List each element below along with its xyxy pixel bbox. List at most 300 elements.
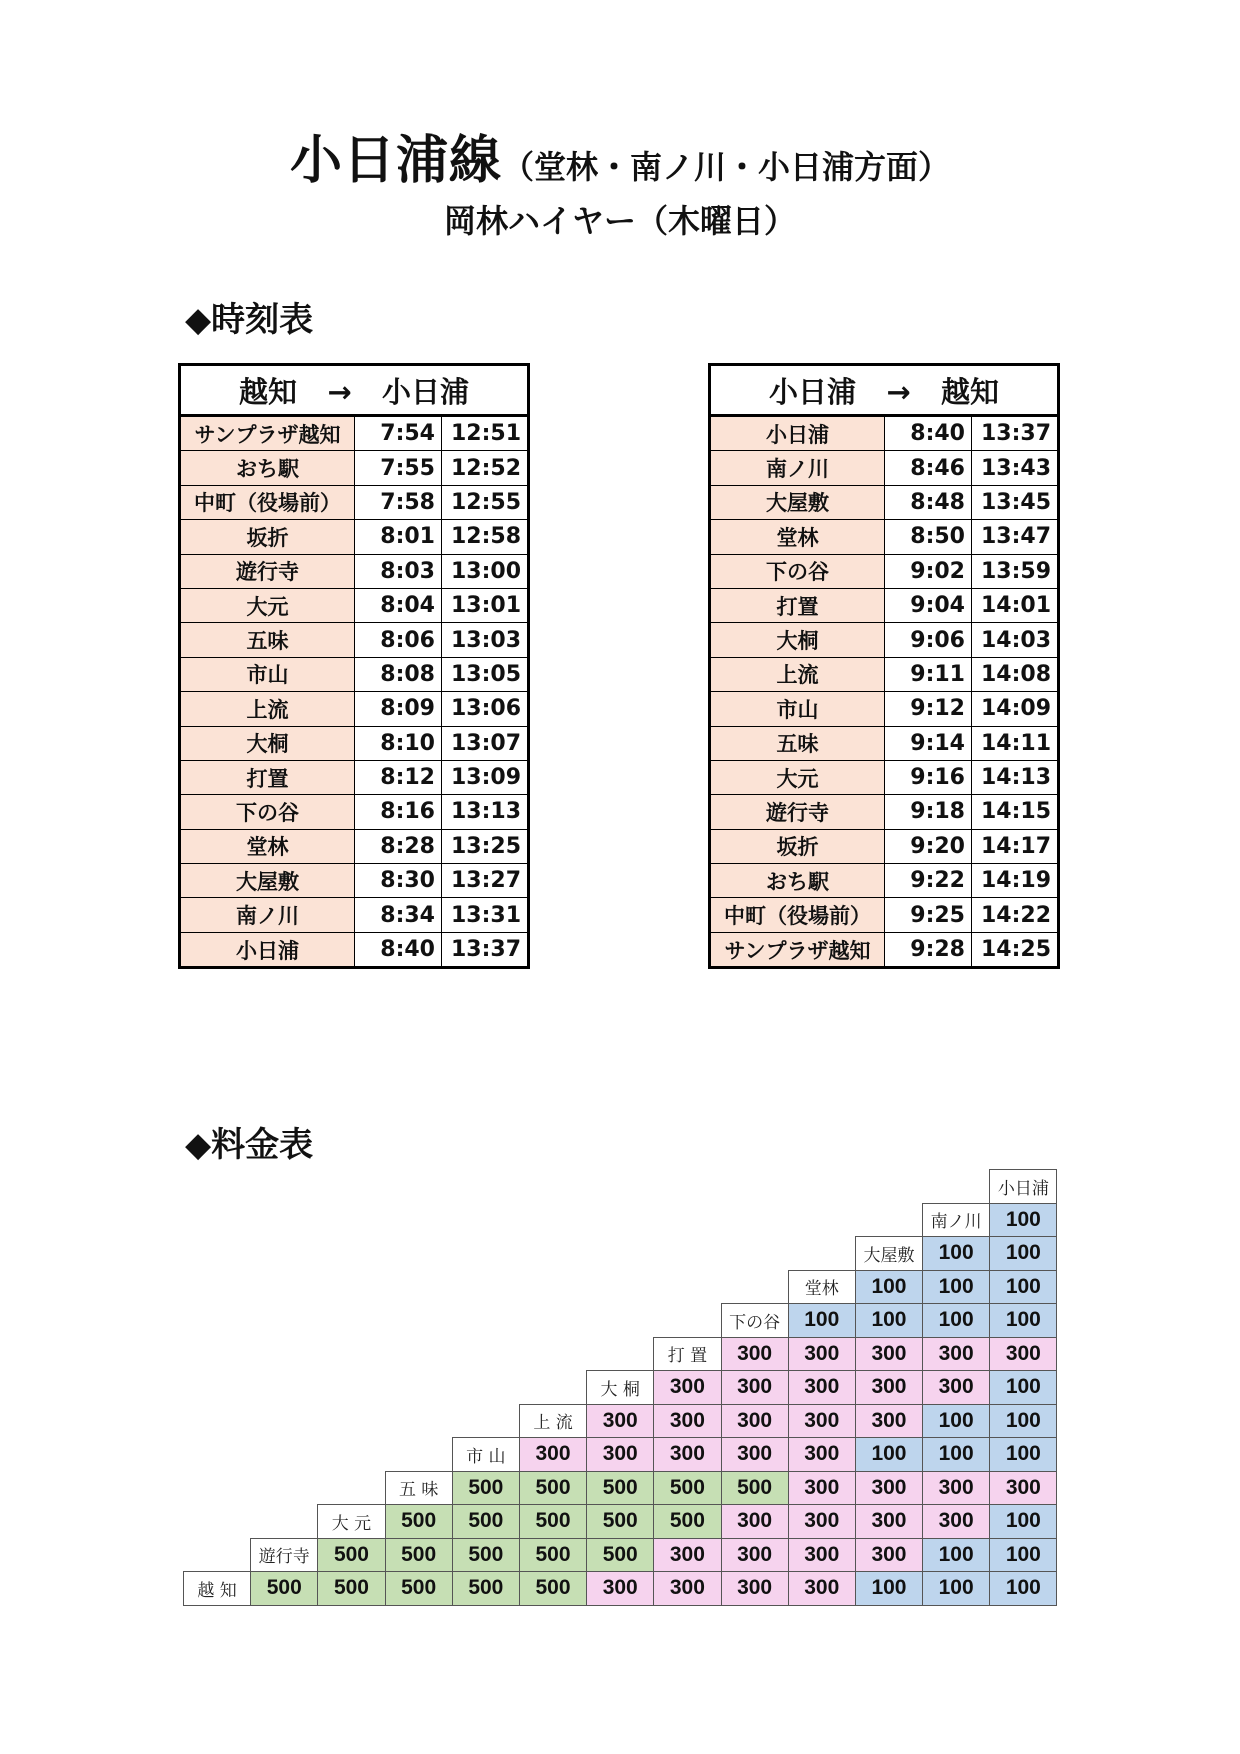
fare-cell: 100	[990, 1572, 1057, 1606]
departure-time-2: 12:58	[442, 520, 529, 554]
fare-station-label: 小日浦	[990, 1170, 1057, 1204]
departure-time-2: 13:31	[442, 898, 529, 932]
fare-blank	[452, 1237, 519, 1271]
stop-name: 下の谷	[180, 795, 355, 829]
departure-time-1: 8:01	[355, 520, 442, 554]
route-name: 小日浦線	[289, 131, 502, 191]
departure-time-2: 13:13	[442, 795, 529, 829]
fare-blank	[318, 1170, 385, 1204]
direction-to: 越知	[940, 374, 999, 409]
fare-cell: 300	[721, 1337, 788, 1371]
departure-time-1: 8:06	[355, 623, 442, 657]
fare-blank	[318, 1471, 385, 1505]
stop-name: サンプラザ越知	[710, 932, 885, 967]
departure-time-1: 9:22	[885, 864, 972, 898]
fare-blank	[587, 1203, 654, 1237]
timetable-heading: ◆時刻表	[185, 300, 314, 340]
fare-cell: 100	[923, 1304, 990, 1338]
fare-station-label: 五 味	[385, 1471, 452, 1505]
departure-time-1: 8:40	[885, 416, 972, 451]
departure-time-2: 13:47	[972, 520, 1059, 554]
fare-row	[184, 1237, 1057, 1271]
fare-blank	[923, 1170, 990, 1204]
fare-blank	[452, 1304, 519, 1338]
stop-name: 中町（役場前）	[180, 485, 355, 519]
timetable-row	[180, 795, 529, 829]
departure-time-1: 9:25	[885, 898, 972, 932]
fare-cell: 500	[452, 1505, 519, 1539]
fare-blank	[184, 1170, 251, 1204]
fare-blank	[318, 1203, 385, 1237]
stop-name: 遊行寺	[710, 795, 885, 829]
departure-time-2: 14:08	[972, 657, 1059, 691]
departure-time-1: 9:12	[885, 692, 972, 726]
departure-time-2: 13:09	[442, 760, 529, 794]
fare-cell: 500	[318, 1572, 385, 1606]
timetable-row	[180, 692, 529, 726]
fare-cell: 100	[923, 1270, 990, 1304]
fare-blank	[251, 1505, 318, 1539]
fare-blank	[452, 1203, 519, 1237]
departure-time-1: 8:10	[355, 726, 442, 760]
timetable-row	[710, 726, 1059, 760]
fare-cell: 100	[990, 1438, 1057, 1472]
departure-time-2: 13:43	[972, 451, 1059, 485]
fare-cell: 100	[855, 1304, 922, 1338]
fare-station-label: 大 元	[318, 1505, 385, 1539]
fare-cell: 300	[654, 1438, 721, 1472]
timetable-row	[710, 657, 1059, 691]
fare-row	[184, 1471, 1057, 1505]
stop-name: 大屋敷	[180, 864, 355, 898]
fare-blank	[184, 1237, 251, 1271]
timetable-row	[180, 416, 529, 451]
fare-blank	[654, 1203, 721, 1237]
departure-time-1: 8:08	[355, 657, 442, 691]
fare-cell: 500	[519, 1471, 586, 1505]
departure-time-2: 14:03	[972, 623, 1059, 657]
fare-blank	[587, 1337, 654, 1371]
timetable-row	[180, 932, 529, 967]
fare-blank	[184, 1203, 251, 1237]
fare-blank	[251, 1337, 318, 1371]
direction-from: 小日浦	[769, 374, 857, 409]
timetable-row	[710, 520, 1059, 554]
fare-blank	[587, 1170, 654, 1204]
fare-cell: 300	[721, 1505, 788, 1539]
fare-row	[184, 1438, 1057, 1472]
departure-time-2: 13:27	[442, 864, 529, 898]
direction-to: 小日浦	[381, 374, 469, 409]
stop-name: 堂林	[180, 829, 355, 863]
fare-cell: 100	[990, 1538, 1057, 1572]
timetable-row	[710, 451, 1059, 485]
stop-name: 坂折	[710, 829, 885, 863]
fare-cell: 100	[990, 1371, 1057, 1405]
fare-cell: 300	[855, 1538, 922, 1572]
stop-name: 大元	[180, 588, 355, 622]
timetable-row	[710, 485, 1059, 519]
fare-cell: 500	[519, 1572, 586, 1606]
fare-cell: 300	[788, 1404, 855, 1438]
stop-name: 南ノ川	[710, 451, 885, 485]
stop-name: 坂折	[180, 520, 355, 554]
fare-blank	[452, 1170, 519, 1204]
departure-time-2: 13:00	[442, 554, 529, 588]
fare-blank	[318, 1337, 385, 1371]
fare-blank	[251, 1471, 318, 1505]
fare-cell: 300	[788, 1538, 855, 1572]
fare-blank	[385, 1404, 452, 1438]
stop-name: 打置	[180, 760, 355, 794]
fare-blank	[519, 1337, 586, 1371]
fare-blank	[385, 1170, 452, 1204]
fare-blank	[184, 1538, 251, 1572]
stop-name: 南ノ川	[180, 898, 355, 932]
fare-blank	[587, 1304, 654, 1338]
timetable-row	[180, 554, 529, 588]
stop-name: 市山	[180, 657, 355, 691]
fare-cell: 300	[990, 1471, 1057, 1505]
stop-name: 五味	[180, 623, 355, 657]
fare-blank	[721, 1270, 788, 1304]
departure-time-2: 13:05	[442, 657, 529, 691]
fare-blank	[654, 1304, 721, 1338]
fare-blank	[654, 1237, 721, 1271]
fare-blank	[184, 1304, 251, 1338]
fare-station-label: 大屋敷	[855, 1237, 922, 1271]
fare-blank	[318, 1304, 385, 1338]
departure-time-1: 9:18	[885, 795, 972, 829]
fare-blank	[385, 1237, 452, 1271]
departure-time-1: 7:55	[355, 451, 442, 485]
fare-blank	[251, 1438, 318, 1472]
fare-blank	[721, 1203, 788, 1237]
fare-row	[184, 1170, 1057, 1204]
timetable-row	[180, 898, 529, 932]
stop-name: 小日浦	[180, 932, 355, 967]
timetable-row	[710, 932, 1059, 967]
fare-heading: ◆料金表	[185, 1125, 314, 1165]
direction-header	[710, 365, 1059, 416]
departure-time-2: 14:01	[972, 588, 1059, 622]
fare-blank	[855, 1203, 922, 1237]
fare-cell: 300	[855, 1371, 922, 1405]
stop-name: おち駅	[180, 451, 355, 485]
fare-cell: 500	[251, 1572, 318, 1606]
timetable-header	[180, 365, 529, 416]
fare-blank	[184, 1270, 251, 1304]
timetable-row	[180, 623, 529, 657]
fare-blank	[587, 1237, 654, 1271]
fare-cell: 300	[654, 1371, 721, 1405]
fare-cell: 500	[587, 1538, 654, 1572]
fare-cell: 100	[855, 1438, 922, 1472]
timetable-row	[180, 588, 529, 622]
fare-cell: 500	[654, 1471, 721, 1505]
fare-blank	[721, 1237, 788, 1271]
fare-blank	[251, 1371, 318, 1405]
fare-cell: 500	[519, 1538, 586, 1572]
page-title	[0, 118, 1240, 193]
arrow-icon: →	[327, 374, 352, 409]
fare-cell: 100	[923, 1438, 990, 1472]
fare-cell: 300	[654, 1538, 721, 1572]
fare-cell: 500	[587, 1471, 654, 1505]
fare-blank	[251, 1170, 318, 1204]
fare-cell: 300	[587, 1404, 654, 1438]
departure-time-1: 9:04	[885, 588, 972, 622]
fare-station-label: 大 桐	[587, 1371, 654, 1405]
fare-station-label: 堂林	[788, 1270, 855, 1304]
fare-cell: 300	[788, 1438, 855, 1472]
fare-cell: 100	[990, 1304, 1057, 1338]
fare-blank	[385, 1304, 452, 1338]
timetable-row	[180, 485, 529, 519]
departure-time-1: 8:03	[355, 554, 442, 588]
departure-time-1: 8:30	[355, 864, 442, 898]
departure-time-2: 14:17	[972, 829, 1059, 863]
fare-cell: 300	[788, 1471, 855, 1505]
fare-row	[184, 1203, 1057, 1237]
fare-blank	[519, 1371, 586, 1405]
fare-row	[184, 1572, 1057, 1606]
stop-name: 堂林	[710, 520, 885, 554]
departure-time-2: 12:55	[442, 485, 529, 519]
fare-cell: 100	[923, 1538, 990, 1572]
departure-time-1: 8:48	[885, 485, 972, 519]
timetable-header	[710, 365, 1059, 416]
fare-station-label: 南ノ川	[923, 1203, 990, 1237]
departure-time-2: 13:25	[442, 829, 529, 863]
departure-time-1: 8:40	[355, 932, 442, 967]
fare-cell: 300	[923, 1505, 990, 1539]
timetable-row	[710, 623, 1059, 657]
stop-name: 大桐	[180, 726, 355, 760]
fare-row	[184, 1304, 1057, 1338]
departure-time-1: 9:06	[885, 623, 972, 657]
fare-station-label: 遊行寺	[251, 1538, 318, 1572]
fare-blank	[385, 1438, 452, 1472]
fare-table	[183, 1169, 1057, 1606]
departure-time-1: 8:28	[355, 829, 442, 863]
fare-cell: 300	[788, 1505, 855, 1539]
fare-blank	[385, 1337, 452, 1371]
departure-time-2: 12:51	[442, 416, 529, 451]
fare-cell: 100	[990, 1505, 1057, 1539]
fare-cell: 300	[721, 1371, 788, 1405]
timetable-row	[180, 864, 529, 898]
fare-cell: 300	[990, 1337, 1057, 1371]
fare-cell: 100	[990, 1237, 1057, 1271]
fare-blank	[721, 1170, 788, 1204]
departure-time-2: 14:22	[972, 898, 1059, 932]
fare-station-label: 上 流	[519, 1404, 586, 1438]
timetable-row	[710, 829, 1059, 863]
fare-blank	[318, 1438, 385, 1472]
fare-row	[184, 1404, 1057, 1438]
fare-cell: 500	[654, 1505, 721, 1539]
stop-name: 大屋敷	[710, 485, 885, 519]
direction-from: 越知	[239, 374, 298, 409]
fare-station-label: 市 山	[452, 1438, 519, 1472]
timetable-row	[180, 829, 529, 863]
fare-blank	[788, 1203, 855, 1237]
fare-blank	[855, 1170, 922, 1204]
departure-time-1: 9:14	[885, 726, 972, 760]
departure-time-1: 8:16	[355, 795, 442, 829]
fare-cell: 100	[990, 1270, 1057, 1304]
departure-time-1: 7:58	[355, 485, 442, 519]
fare-cell: 500	[519, 1505, 586, 1539]
departure-time-2: 14:09	[972, 692, 1059, 726]
fare-cell: 300	[855, 1404, 922, 1438]
timetable-row	[180, 726, 529, 760]
fare-station-label: 打 置	[654, 1337, 721, 1371]
fare-blank	[519, 1170, 586, 1204]
timetable-row	[710, 554, 1059, 588]
fare-cell: 300	[788, 1371, 855, 1405]
fare-cell: 100	[923, 1404, 990, 1438]
fare-cell: 300	[923, 1337, 990, 1371]
fare-blank	[251, 1237, 318, 1271]
fare-row	[184, 1505, 1057, 1539]
fare-cell: 300	[788, 1572, 855, 1606]
timetable-row	[710, 898, 1059, 932]
fare-blank	[519, 1237, 586, 1271]
operator-day: 岡林ハイヤー（木曜日）	[443, 202, 796, 240]
stop-name: 大桐	[710, 623, 885, 657]
fare-blank	[587, 1270, 654, 1304]
departure-time-1: 8:34	[355, 898, 442, 932]
departure-time-2: 12:52	[442, 451, 529, 485]
departure-time-2: 13:07	[442, 726, 529, 760]
fare-blank	[452, 1337, 519, 1371]
fare-blank	[184, 1471, 251, 1505]
timetable-row	[710, 416, 1059, 451]
fare-cell: 300	[855, 1337, 922, 1371]
fare-cell: 100	[855, 1270, 922, 1304]
departure-time-1: 9:02	[885, 554, 972, 588]
fare-cell: 300	[721, 1404, 788, 1438]
fare-cell: 300	[788, 1337, 855, 1371]
departure-time-2: 13:45	[972, 485, 1059, 519]
fare-cell: 300	[654, 1404, 721, 1438]
fare-cell: 300	[721, 1538, 788, 1572]
fare-blank	[788, 1170, 855, 1204]
departure-time-1: 8:50	[885, 520, 972, 554]
fare-blank	[519, 1270, 586, 1304]
fare-cell: 300	[587, 1572, 654, 1606]
fare-blank	[251, 1304, 318, 1338]
fare-cell: 300	[721, 1572, 788, 1606]
fare-cell: 300	[519, 1438, 586, 1472]
fare-blank	[184, 1505, 251, 1539]
fare-cell: 500	[721, 1471, 788, 1505]
fare-cell: 500	[385, 1538, 452, 1572]
fare-blank	[385, 1270, 452, 1304]
departure-time-2: 13:06	[442, 692, 529, 726]
timetable-row	[710, 864, 1059, 898]
stop-name: 遊行寺	[180, 554, 355, 588]
departure-time-2: 14:19	[972, 864, 1059, 898]
fare-blank	[654, 1170, 721, 1204]
fare-blank	[385, 1371, 452, 1405]
departure-time-2: 13:59	[972, 554, 1059, 588]
fare-cell: 100	[990, 1203, 1057, 1237]
timetable-row	[710, 588, 1059, 622]
departure-time-1: 9:28	[885, 932, 972, 967]
fare-cell: 300	[855, 1505, 922, 1539]
fare-cell: 300	[721, 1438, 788, 1472]
fare-cell: 300	[587, 1438, 654, 1472]
stop-name: 打置	[710, 588, 885, 622]
departure-time-2: 14:15	[972, 795, 1059, 829]
stop-name: サンプラザ越知	[180, 416, 355, 451]
fare-cell: 500	[385, 1572, 452, 1606]
timetable-outbound	[178, 363, 530, 969]
departure-time-2: 14:13	[972, 760, 1059, 794]
fare-blank	[318, 1371, 385, 1405]
fare-row	[184, 1538, 1057, 1572]
fare-cell: 100	[990, 1404, 1057, 1438]
departure-time-1: 8:46	[885, 451, 972, 485]
stop-name: 五味	[710, 726, 885, 760]
fare-blank	[251, 1404, 318, 1438]
fare-blank	[184, 1337, 251, 1371]
fare-station-label: 下の谷	[721, 1304, 788, 1338]
fare-cell: 100	[788, 1304, 855, 1338]
timetable-row	[710, 795, 1059, 829]
fare-blank	[318, 1404, 385, 1438]
fare-cell: 300	[855, 1471, 922, 1505]
fare-cell: 500	[587, 1505, 654, 1539]
fare-cell: 500	[318, 1538, 385, 1572]
fare-cell: 100	[923, 1237, 990, 1271]
timetable-row	[180, 520, 529, 554]
timetable-row	[180, 451, 529, 485]
departure-time-2: 14:25	[972, 932, 1059, 967]
fare-blank	[452, 1270, 519, 1304]
departure-time-1: 9:20	[885, 829, 972, 863]
route-direction: （堂林・南ノ川・小日浦方面）	[502, 148, 951, 186]
fare-cell: 100	[923, 1572, 990, 1606]
fare-blank	[184, 1438, 251, 1472]
fare-row	[184, 1270, 1057, 1304]
direction-header	[180, 365, 529, 416]
timetable-row	[180, 657, 529, 691]
departure-time-2: 13:37	[442, 932, 529, 967]
fare-cell: 500	[452, 1471, 519, 1505]
fare-blank	[385, 1203, 452, 1237]
fare-cell: 300	[923, 1471, 990, 1505]
fare-cell: 100	[855, 1572, 922, 1606]
timetable-row	[710, 692, 1059, 726]
fare-cell: 500	[452, 1538, 519, 1572]
fare-cell: 300	[654, 1572, 721, 1606]
departure-time-1: 9:11	[885, 657, 972, 691]
fare-blank	[318, 1237, 385, 1271]
fare-blank	[251, 1270, 318, 1304]
timetable-row	[180, 760, 529, 794]
departure-time-2: 13:03	[442, 623, 529, 657]
stop-name: 大元	[710, 760, 885, 794]
stop-name: 上流	[180, 692, 355, 726]
stop-name: 小日浦	[710, 416, 885, 451]
fare-blank	[519, 1203, 586, 1237]
fare-cell: 300	[923, 1371, 990, 1405]
fare-blank	[519, 1304, 586, 1338]
